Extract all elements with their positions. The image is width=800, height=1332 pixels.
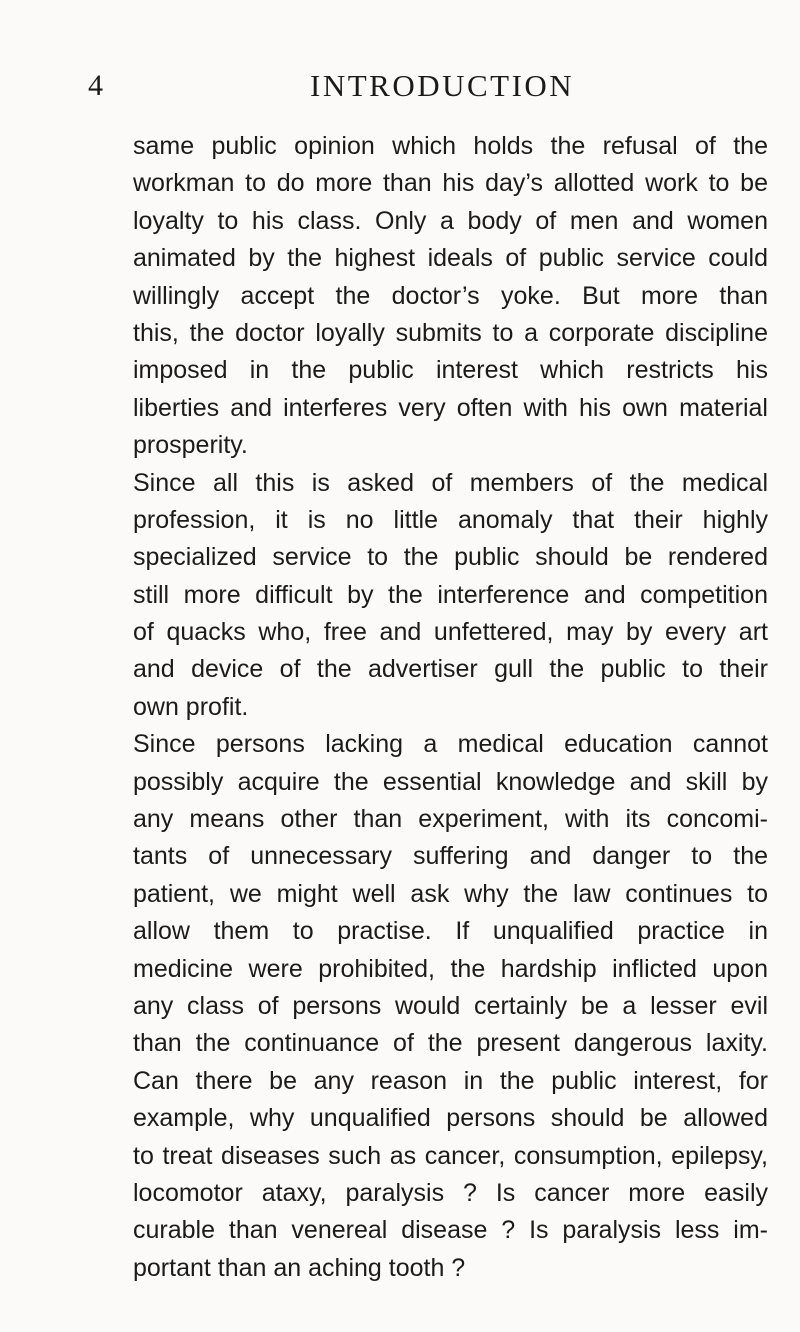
text-line: locomotor ataxy, paralysis ? Is cancer more easily — [133, 1178, 768, 1207]
text-line: of quacks who, free and unfettered, may by every art — [133, 618, 768, 647]
text-line: patient, we might well ask why the law continues to — [133, 879, 768, 908]
page-number: 4 — [88, 69, 103, 102]
text-line: willingly accept the doctor’s yoke. But more than — [133, 281, 768, 310]
text-line: same public opinion which holds the refusal of the — [133, 132, 768, 160]
text-line: any means other than experiment, with its concomi- — [133, 805, 768, 834]
text-line: own profit. — [133, 692, 249, 721]
text-line: than the continuance of the present dangerous laxity. — [133, 1029, 768, 1058]
text-line: prosperity. — [133, 431, 248, 460]
text-line: tants of unnecessary suffering and danger to the — [133, 842, 768, 871]
text-line: example, why unqualified persons should be allowed — [133, 1104, 768, 1133]
text-line: workman to do more than his day’s allotted work to be — [133, 169, 768, 198]
text-line: medicine were prohibited, the hardship inflicted upon — [133, 954, 768, 983]
text-line: portant than an aching tooth ? — [133, 1253, 466, 1282]
text-line: Since all this is asked of members of the medical — [133, 468, 768, 497]
text-line: and device of the advertiser gull the public to their — [133, 655, 768, 684]
text-line: still more difficult by the interference and competition — [133, 580, 768, 609]
body-text — [133, 128, 768, 1287]
text-line: loyalty to his class. Only a body of men and women — [133, 206, 768, 235]
text-line: to treat diseases such as cancer, consumption, epilepsy, — [133, 1141, 768, 1170]
text-line: curable than venereal disease ? Is paralysis less im- — [133, 1216, 768, 1245]
text-line: liberties and interferes very often with his own material — [133, 393, 768, 422]
running-head: INTRODUCTION — [310, 68, 575, 103]
text-line: profession, it is no little anomaly that their highly — [133, 505, 768, 534]
text-line: Can there be any reason in the public interest, for — [133, 1066, 768, 1095]
text-line: this, the doctor loyally submits to a corporate discipline — [133, 318, 768, 347]
text-line: Since persons lacking a medical education cannot — [133, 730, 768, 759]
text-line: imposed in the public interest which restricts his — [133, 356, 768, 385]
text-line: any class of persons would certainly be a lesser evil — [133, 991, 768, 1020]
text-line: possibly acquire the essential knowledge and skill by — [133, 767, 768, 796]
text-line: animated by the highest ideals of public service could — [133, 244, 768, 273]
text-line: specialized service to the public should be rendered — [133, 543, 768, 572]
text-line: allow them to practise. If unqualified practice in — [133, 917, 768, 946]
